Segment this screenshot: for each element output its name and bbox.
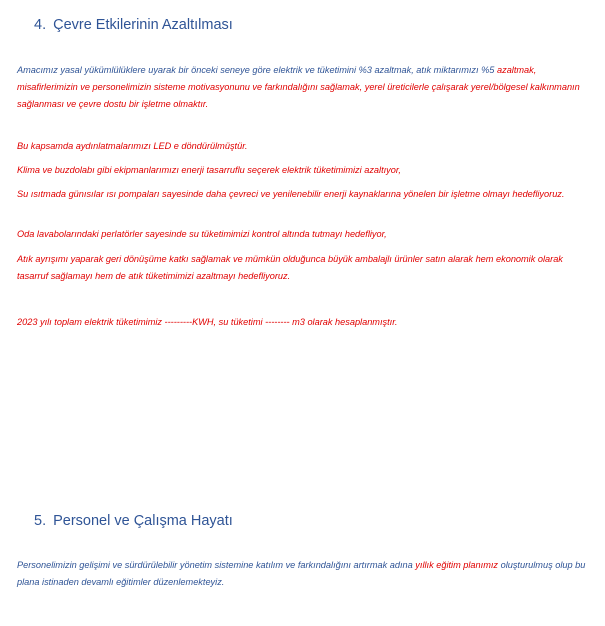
section-4-number: 4. xyxy=(34,17,47,33)
section-5-blue-text: Personelimizin gelişimi ve sürdürülebilir yönetim sistemine katılım ve farkındalığını artırmak adına xyxy=(17,560,413,570)
section-5-number: 5. xyxy=(34,513,47,529)
section-5-text xyxy=(17,557,595,591)
intro-blue-text: Amacımız yasal yükümlülüklere uyarak bir önceki seneye göre elektrik ve tüketimini %3 azaltmak, atık miktarımızı %5 xyxy=(17,65,495,75)
led-item: Bu kapsamda aydınlatmalarımızı LED e döndürülmüştür. xyxy=(17,141,248,151)
heat-pump-item: Su ısıtmada günısılar ısı pompaları sayesinde daha çevreci ve yenilenebilir enerji kaynaklarına yönelen bir işletme olmayı hedefliyoruz. xyxy=(17,189,565,199)
equipment-item: Klima ve buzdolabı gibi ekipmanlarımızı enerji tasarruflu seçerek elektrik tüketimimizi azaltıyor, xyxy=(17,165,401,175)
intro-red-text: azaltmak, misafirlerimizin ve personelimizin sisteme motivasyonunu ve farkındalığını sağlamak, yerel üreticilerle çalışarak yerel/bölgesel kalkınmanın sağlanması ve çevre dostu bir işletme olmaktır. xyxy=(17,65,580,109)
section-5-heading xyxy=(34,513,233,529)
waste-item: Atık ayrışımı yaparak geri dönüşüme katkı sağlamak ve mümkün olduğunca büyük ambalajlı ürünler satın alarak hem ekonomik olarak tasarruf sağlamayı hem de atık tüketimimizi azaltmayı hedefliyoruz. xyxy=(17,254,563,281)
section-4-intro xyxy=(17,62,595,113)
consumption-text: 2023 yılı toplam elektrik tüketimimiz ---------KWH, su tüketimi -------- m3 olarak hesaplanmıştır. xyxy=(17,317,398,327)
section-5-title: Personel ve Çalışma Hayatı xyxy=(53,513,233,529)
section-4-heading xyxy=(34,17,233,33)
aerator-item: Oda lavabolarındaki perlatörler sayesinde su tüketimimizi kontrol altında tutmayı hedefliyor, xyxy=(17,229,387,239)
section-4-title: Çevre Etkilerinin Azaltılması xyxy=(53,17,233,33)
section-5-red-text: yıllık eğitim planımız xyxy=(415,560,499,570)
section-5-continuation: oluşturulmuş olup bu plana istinaden devamlı eğitimler düzenlemekteyiz. xyxy=(17,560,586,587)
